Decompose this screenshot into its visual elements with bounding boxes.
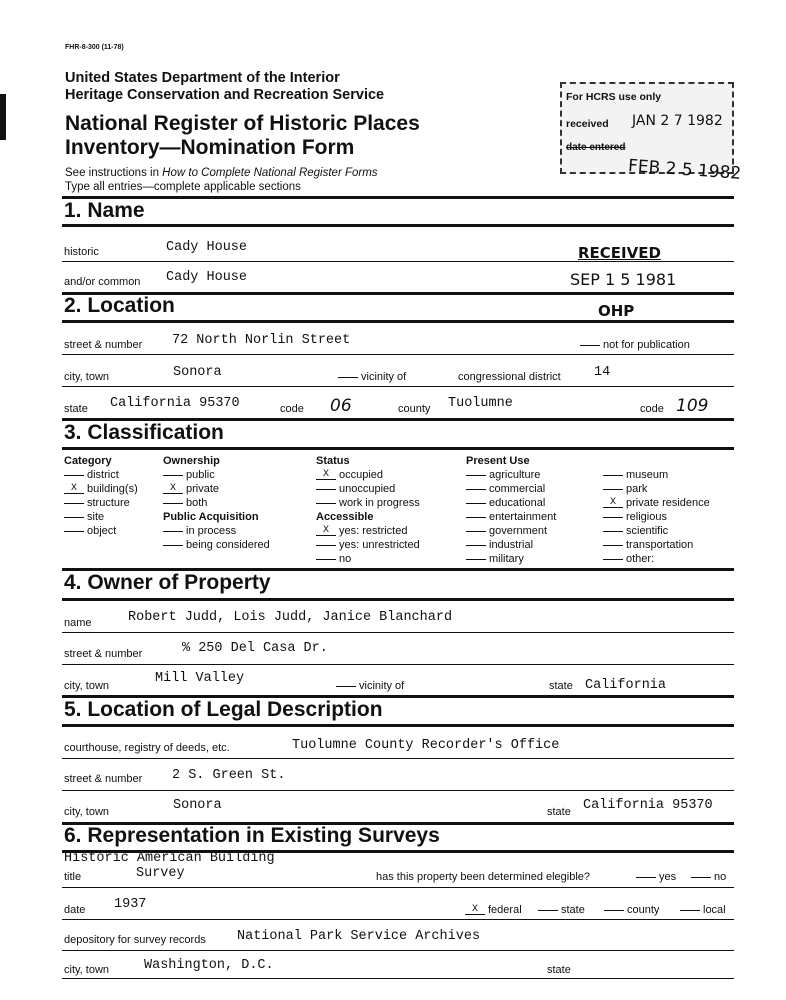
field-rule [62, 978, 734, 979]
section-2-heading: 2. Location [64, 294, 175, 317]
field-rule [62, 354, 734, 355]
location-city-value: Sonora [173, 365, 222, 380]
checkbox-option [466, 469, 540, 481]
legal-street-value: 2 S. Green St. [172, 768, 286, 783]
option-label: yes: unrestricted [339, 539, 420, 551]
option-label: private residence [626, 497, 710, 509]
option-mark [466, 531, 486, 532]
hcrs-received-date: JAN 2 7 1982 [632, 113, 723, 129]
survey-state-label: state [547, 964, 571, 976]
owner-city-value: Mill Valley [155, 671, 245, 686]
historic-name-value: Cady House [166, 240, 248, 255]
option-mark [316, 489, 336, 490]
scan-margin-mark [0, 94, 6, 140]
yes-text: yes [659, 871, 677, 883]
option-mark [603, 475, 623, 476]
field-rule [62, 632, 734, 633]
option-label: industrial [489, 539, 534, 551]
location-city-label: city, town [64, 371, 110, 383]
option-mark: X [316, 471, 336, 480]
option-mark: X [64, 485, 84, 494]
checkbox-option [316, 483, 395, 495]
hcrs-box-label: For HCRS use only [566, 91, 662, 103]
checkbox-option [603, 483, 647, 495]
option-label: museum [626, 469, 669, 481]
legal-state-value: California 95370 [583, 798, 713, 813]
section-rule [62, 196, 734, 199]
received-stamp-date: SEP 1 5 1981 [570, 270, 677, 289]
field-rule [62, 664, 734, 665]
survey-title-label: title [64, 871, 82, 883]
checkbox-option [316, 553, 351, 565]
common-name-value: Cady House [166, 270, 248, 285]
present-use-heading: Present Use [466, 455, 530, 467]
section-rule [62, 224, 734, 227]
checkbox-option [603, 469, 668, 481]
legal-city-value: Sonora [173, 798, 222, 813]
eligible-no [691, 871, 726, 883]
checkbox-option [64, 483, 138, 495]
checkbox-option [64, 497, 130, 509]
form-code: FHR-8-300 (11-78) [65, 44, 124, 51]
option-mark [466, 475, 486, 476]
blank-line [580, 345, 600, 346]
checkbox-option [603, 553, 654, 565]
section-4-heading: 4. Owner of Property [64, 571, 271, 594]
option-mark [603, 531, 623, 532]
option-label: religious [626, 511, 667, 523]
federal-mark: X [465, 906, 485, 915]
survey-date-value: 1937 [114, 897, 147, 912]
county-value: Tuolumne [448, 396, 513, 411]
option-label: transportation [626, 539, 694, 551]
courthouse-label: courthouse, registry of deeds, etc. [64, 742, 230, 754]
legal-street-label: street & number [64, 773, 143, 785]
option-label: work in progress [339, 497, 420, 509]
option-label: government [489, 525, 548, 537]
received-stamp: RECEIVED [578, 244, 661, 262]
option-mark [316, 545, 336, 546]
checkbox-option [64, 469, 119, 481]
state-option [538, 904, 585, 916]
option-label: both [186, 497, 208, 509]
location-state-label: state [64, 403, 88, 415]
county-text: county [627, 904, 660, 916]
option-mark [316, 559, 336, 560]
blank-line [338, 377, 358, 378]
option-mark [316, 503, 336, 504]
checkbox-option [64, 511, 104, 523]
ohp-stamp: OHP [598, 302, 635, 320]
option-label: other: [626, 553, 655, 565]
owner-street-label: street & number [64, 648, 143, 660]
option-mark [466, 503, 486, 504]
blank-line [336, 686, 356, 687]
option-label: yes: restricted [339, 525, 408, 537]
option-label: unoccupied [339, 483, 396, 495]
checkbox-option [316, 525, 407, 537]
form-title-line-2: Inventory—Nomination Form [65, 136, 355, 159]
checkbox-option [603, 539, 693, 551]
owner-name-label: name [64, 617, 92, 629]
option-mark [466, 489, 486, 490]
eligible-yes [636, 871, 676, 883]
checkbox-option [163, 539, 270, 551]
field-rule [62, 887, 734, 888]
owner-state-value: California [585, 678, 667, 693]
option-label: object [87, 525, 117, 537]
federal-text: federal [488, 904, 522, 916]
public-acquisition-heading: Public Acquisition [163, 511, 259, 523]
not-for-publication-text: not for publication [603, 339, 690, 351]
federal-option [465, 904, 522, 916]
checkbox-option [163, 483, 219, 495]
option-mark [64, 517, 84, 518]
option-mark [466, 545, 486, 546]
instructions-line-2: Type all entries—complete applicable sections [65, 181, 301, 193]
option-mark [64, 531, 84, 532]
hcrs-entered-date: FEB 2 5 1982 [627, 156, 742, 184]
survey-title-value: Survey [136, 866, 185, 881]
legal-state-label: state [547, 806, 571, 818]
section-5-heading: 5. Location of Legal Description [64, 698, 383, 721]
instructions-line-1 [65, 166, 378, 180]
form-title-line-1: National Register of Historic Places [65, 112, 420, 135]
option-label: district [87, 469, 119, 481]
common-name-label: and/or common [64, 276, 141, 288]
checkbox-option [466, 497, 545, 509]
option-label: entertainment [489, 511, 557, 523]
checkbox-option [466, 525, 547, 537]
option-mark [64, 475, 84, 476]
blank-line [636, 877, 656, 878]
accessible-heading: Accessible [316, 511, 374, 523]
checkbox-option [316, 497, 420, 509]
survey-city-value: Washington, D.C. [144, 958, 274, 973]
local-option [680, 904, 726, 916]
congressional-district-label: congressional district [458, 371, 561, 383]
option-mark [603, 517, 623, 518]
option-mark [163, 531, 183, 532]
blank-line [604, 910, 624, 911]
section-1-heading: 1. Name [64, 199, 145, 222]
ownership-heading: Ownership [163, 455, 220, 467]
section-rule [62, 724, 734, 727]
category-heading: Category [64, 455, 112, 467]
survey-city-label: city, town [64, 964, 110, 976]
field-rule [62, 386, 734, 387]
instructions-prefix: See instructions in [65, 167, 159, 179]
field-rule [62, 950, 734, 951]
owner-vicinity [336, 680, 404, 692]
vicinity-text: vicinity of [359, 680, 405, 692]
county-code-label: code [640, 403, 664, 415]
option-label: educational [489, 497, 546, 509]
hcrs-entered-label: date entered [566, 142, 626, 153]
survey-title-line-1: Historic American Building [64, 851, 275, 866]
option-mark [603, 559, 623, 560]
option-mark [466, 517, 486, 518]
option-mark [163, 503, 183, 504]
owner-city-label: city, town [64, 680, 110, 692]
option-mark [466, 559, 486, 560]
no-text: no [714, 871, 727, 883]
checkbox-option [316, 539, 420, 551]
agency-line-1: United States Department of the Interior [65, 70, 340, 86]
state-code-label: code [280, 403, 304, 415]
checkbox-option [603, 511, 667, 523]
checkbox-option [603, 525, 668, 537]
not-for-publication-label [580, 339, 690, 351]
county-option [604, 904, 659, 916]
depository-value: National Park Service Archives [237, 929, 481, 944]
status-heading: Status [316, 455, 350, 467]
option-label: agriculture [489, 469, 541, 481]
option-label: public [186, 469, 215, 481]
section-rule [62, 598, 734, 601]
blank-line [691, 877, 711, 878]
courthouse-value: Tuolumne County Recorder's Office [292, 738, 560, 753]
congressional-district-value: 14 [594, 365, 611, 380]
depository-label: depository for survey records [64, 934, 206, 946]
option-mark: X [316, 527, 336, 536]
blank-line [538, 910, 558, 911]
option-label: site [87, 511, 105, 523]
checkbox-option [316, 469, 383, 481]
option-label: in process [186, 525, 237, 537]
checkbox-option [163, 525, 236, 537]
vicinity-text: vicinity of [361, 371, 407, 383]
option-mark [163, 545, 183, 546]
state-code-value: 06 [330, 396, 352, 416]
checkbox-option [466, 483, 545, 495]
option-label: structure [87, 497, 130, 509]
checkbox-option [466, 539, 533, 551]
location-vicinity [338, 371, 406, 383]
location-street-label: street & number [64, 339, 143, 351]
state-text: state [561, 904, 585, 916]
option-label: being considered [186, 539, 270, 551]
checkbox-option [466, 511, 556, 523]
field-rule [62, 790, 734, 791]
option-label: scientific [626, 525, 669, 537]
option-mark [603, 489, 623, 490]
field-rule [62, 919, 734, 920]
owner-name-value: Robert Judd, Lois Judd, Janice Blanchard [128, 610, 453, 625]
section-rule [62, 447, 734, 450]
instructions-doc-title: How to Complete National Register Forms [162, 167, 378, 179]
section-rule [62, 320, 734, 323]
option-mark: X [603, 499, 623, 508]
local-text: local [703, 904, 726, 916]
location-street-value: 72 North Norlin Street [172, 333, 351, 348]
checkbox-option [163, 469, 215, 481]
option-mark: X [163, 485, 183, 494]
agency-line-2: Heritage Conservation and Recreation Service [65, 87, 385, 103]
legal-city-label: city, town [64, 806, 110, 818]
field-rule [62, 758, 734, 759]
blank-line [680, 910, 700, 911]
owner-street-value: % 250 Del Casa Dr. [182, 641, 328, 656]
owner-state-label: state [549, 680, 573, 692]
county-code-value: 109 [676, 396, 709, 416]
checkbox-option [603, 497, 710, 509]
section-3-heading: 3. Classification [64, 421, 224, 444]
historic-label: historic [64, 246, 99, 258]
option-label: occupied [339, 469, 384, 481]
location-state-value: California 95370 [110, 396, 240, 411]
option-mark [64, 503, 84, 504]
option-label: commercial [489, 483, 546, 495]
option-label: no [339, 553, 352, 565]
option-label: park [626, 483, 648, 495]
option-mark [603, 545, 623, 546]
hcrs-received-label: received [566, 118, 609, 130]
option-mark [163, 475, 183, 476]
option-label: private [186, 483, 220, 495]
eligible-question: has this property been determined elegible? [376, 871, 591, 883]
checkbox-option [466, 553, 524, 565]
option-label: military [489, 553, 524, 565]
option-label: building(s) [87, 483, 138, 495]
checkbox-option [163, 497, 207, 509]
county-label: county [398, 403, 431, 415]
checkbox-option [64, 525, 116, 537]
survey-date-label: date [64, 904, 86, 916]
section-6-heading: 6. Representation in Existing Surveys [64, 824, 440, 847]
